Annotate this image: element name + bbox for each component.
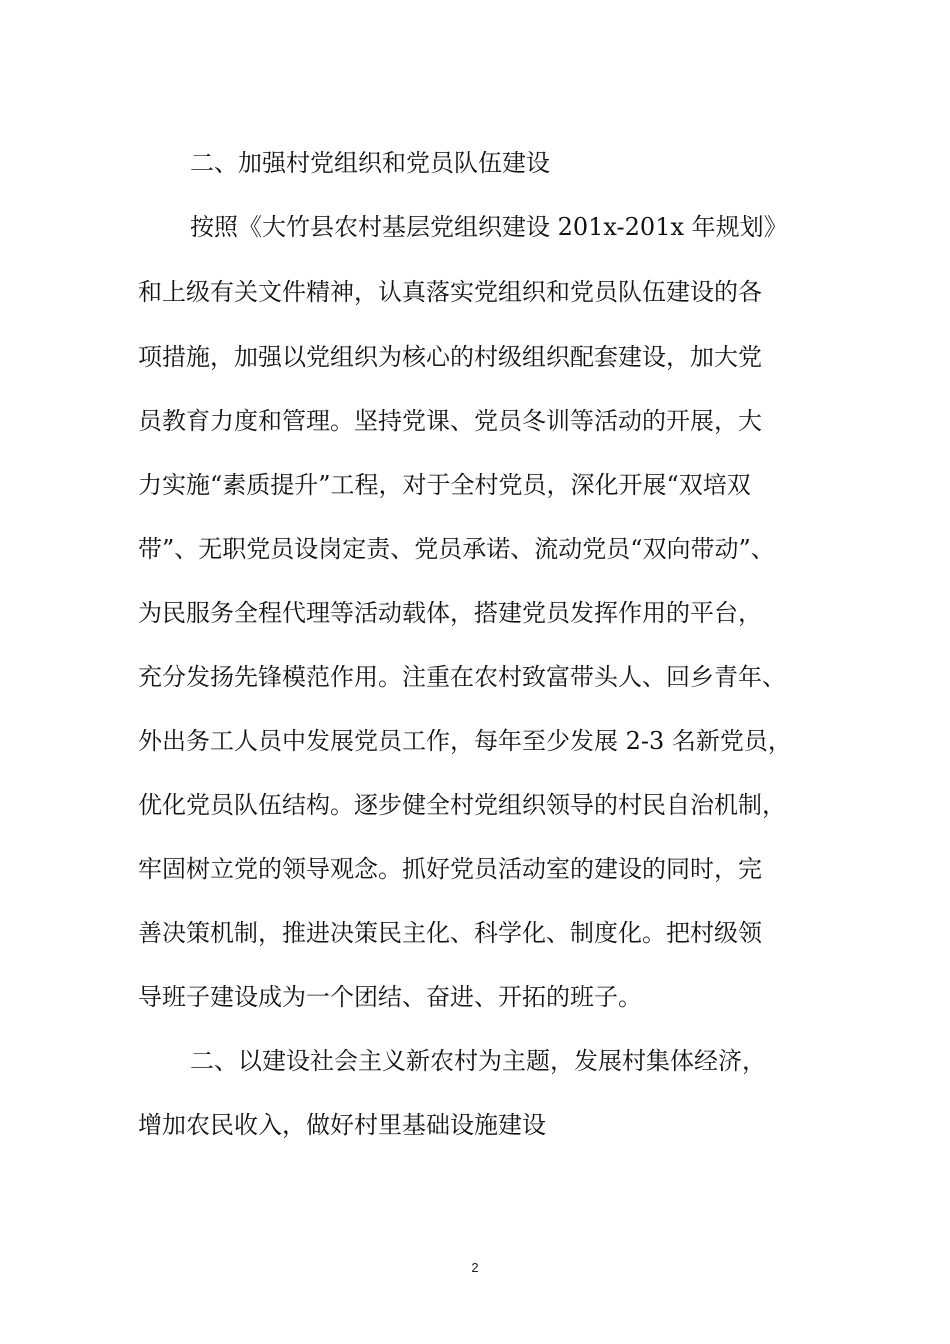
section-heading-1: 二、加强村党组织和党员队伍建设 — [190, 149, 550, 177]
paragraph-line: 按照《大竹县农村基层党组织建设 201x-201x 年规划》 — [190, 213, 788, 241]
paragraph-line: 和上级有关文件精神，认真落实党组织和党员队伍建设的各 — [138, 278, 762, 306]
paragraph-line: 充分发扬先锋模范作用。注重在农村致富带头人、回乡青年、 — [138, 663, 786, 691]
paragraph-line: 项措施，加强以党组织为核心的村级组织配套建设，加大党 — [138, 343, 762, 371]
paragraph-line: 力实施“素质提升”工程，对于全村党员，深化开展“双培双 — [138, 471, 751, 499]
section-heading-2-continuation: 增加农民收入，做好村里基础设施建设 — [138, 1111, 546, 1139]
paragraph-line: 导班子建设成为一个团结、奋进、开拓的班子。 — [138, 983, 642, 1011]
paragraph-line: 善决策机制，推进决策民主化、科学化、制度化。把村级领 — [138, 919, 762, 947]
paragraph-line: 员教育力度和管理。坚持党课、党员冬训等活动的开展，大 — [138, 407, 762, 435]
paragraph-line: 外出务工人员中发展党员工作，每年至少发展 2-3 名新党员， — [138, 727, 792, 755]
paragraph-line: 牢固树立党的领导观念。抓好党员活动室的建设的同时，完 — [138, 855, 762, 883]
section-heading-2: 二、以建设社会主义新农村为主题，发展村集体经济， — [190, 1047, 766, 1075]
page-number: 2 — [471, 1260, 479, 1275]
paragraph-line: 带”、无职党员设岗定责、党员承诺、流动党员“双向带动”、 — [138, 535, 775, 563]
paragraph-line: 为民服务全程代理等活动载体，搭建党员发挥作用的平台， — [138, 599, 762, 627]
paragraph-line: 优化党员队伍结构。逐步健全村党组织领导的村民自治机制， — [138, 791, 786, 819]
